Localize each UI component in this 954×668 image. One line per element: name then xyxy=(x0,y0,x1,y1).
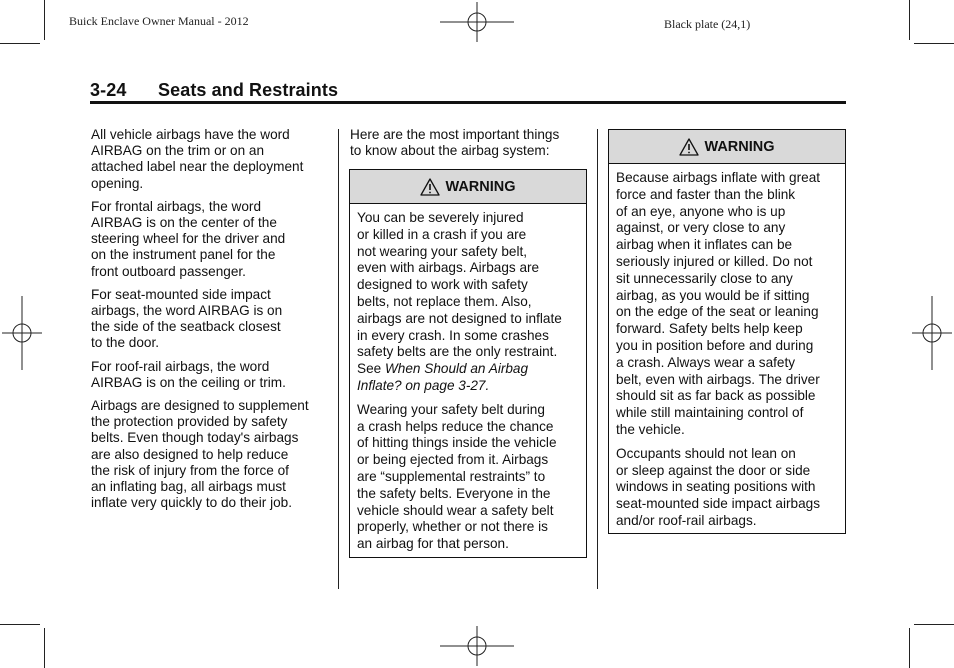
text-line: All vehicle airbags have the word xyxy=(91,127,290,142)
text-line: AIRBAG is on the center of the xyxy=(91,215,277,231)
warning-heading: WARNING xyxy=(445,178,516,195)
heading-rule xyxy=(90,101,846,104)
warning-body xyxy=(350,204,586,553)
text-line: a crash. Always wear a safety xyxy=(616,354,796,370)
text-line: against, or very close to any xyxy=(616,220,786,236)
text-line: are “supplemental restraints” to xyxy=(357,468,546,484)
text-line: For roof-rail airbags, the word xyxy=(91,358,270,374)
column-divider xyxy=(597,129,598,589)
text-line: designed to work with safety xyxy=(357,277,528,293)
see-prefix: See xyxy=(357,361,385,377)
text-line: to the door. xyxy=(91,335,160,351)
column-2 xyxy=(350,127,590,159)
text-line: a crash helps reduce the chance xyxy=(357,418,554,434)
crop-mark xyxy=(0,624,40,625)
text-line: seriously injured or killed. Do not xyxy=(616,253,813,269)
text-line: For frontal airbags, the word xyxy=(91,198,262,214)
paragraph xyxy=(91,127,331,192)
paragraph xyxy=(91,199,331,280)
crop-mark xyxy=(44,628,45,668)
text-line: inflate very quickly to do their job. xyxy=(91,495,292,511)
text-line: windows in seating positions with xyxy=(616,479,816,495)
paragraph xyxy=(616,446,838,530)
text-line: airbags are not designed to inflate xyxy=(357,310,562,326)
text-line: the side of the seatback closest xyxy=(91,319,281,335)
text-line: the risk of injury from the force of xyxy=(91,462,289,478)
warning-body xyxy=(609,164,845,530)
text-line: an inflating bag, all airbags must xyxy=(91,479,286,495)
paragraph xyxy=(357,210,579,395)
text-line: even with airbags. Airbags are xyxy=(357,260,540,276)
manual-title: Buick Enclave Owner Manual - 2012 xyxy=(69,14,249,28)
warning-box xyxy=(608,129,846,534)
page-number: 3-24 xyxy=(90,80,127,100)
plate-label: Black plate (24,1) xyxy=(664,17,751,31)
crop-mark xyxy=(0,43,40,44)
section-title: Seats and Restraints xyxy=(158,80,339,100)
text-line: You can be severely injured xyxy=(357,210,524,225)
text-line: the safety belts. Everyone in the xyxy=(357,485,551,501)
text-line: opening. xyxy=(91,175,144,191)
text-line: seat-mounted side impact airbags xyxy=(616,496,821,512)
column-divider xyxy=(338,129,339,589)
text-line: Airbags are designed to supplement xyxy=(91,398,309,414)
text-line: safety belts are the only restraint. xyxy=(357,344,558,360)
text-line: airbag, as you would be if sitting xyxy=(616,287,810,303)
paragraph xyxy=(91,359,331,391)
text-line: of an eye, anyone who is up xyxy=(616,203,786,219)
text-line: Here are the most important things xyxy=(350,127,560,142)
text-line: or being ejected from it. Airbags xyxy=(357,452,549,468)
text-line: belt, even with airbags. The driver xyxy=(616,371,820,387)
text-line: not wearing your safety belt, xyxy=(357,243,528,259)
text-line: you in position before and during xyxy=(616,337,814,353)
registration-mark-icon xyxy=(912,296,952,370)
registration-mark-icon xyxy=(440,626,514,666)
text-line: Occupants should not lean on xyxy=(616,445,796,461)
text-line: vehicle should wear a safety belt xyxy=(357,502,554,518)
text-line xyxy=(357,378,579,395)
text-line: belts, not replace them. Also, xyxy=(357,293,532,309)
text-line: on the edge of the seat or leaning xyxy=(616,304,819,320)
text-line: Wearing your safety belt during xyxy=(357,401,545,417)
text-line: AIRBAG on the trim or on an xyxy=(91,143,265,159)
text-line: on the instrument panel for the xyxy=(91,247,276,263)
crop-mark xyxy=(909,0,910,40)
text-line: are also designed to help reduce xyxy=(91,446,289,462)
text-line: should sit as far back as possible xyxy=(616,388,816,404)
paragraph xyxy=(91,287,331,352)
crop-mark xyxy=(44,0,45,40)
text-line: or killed in a crash if you are xyxy=(357,226,527,242)
text-line: belts. Even though today's airbags xyxy=(91,430,299,446)
text-line: the protection provided by safety xyxy=(91,414,288,430)
registration-mark-icon xyxy=(2,296,42,370)
cross-reference-link[interactable]: When Should an Airbag xyxy=(384,361,529,377)
warning-triangle-icon xyxy=(679,138,699,156)
text-line xyxy=(357,361,579,378)
text-line: For seat-mounted side impact xyxy=(91,286,271,302)
warning-box xyxy=(349,169,587,558)
text-line: attached label near the deployment xyxy=(91,159,304,175)
crop-mark xyxy=(914,43,954,44)
paragraph xyxy=(616,170,838,439)
section-heading xyxy=(90,80,338,101)
text-line: an airbag for that person. xyxy=(357,536,509,552)
text-line: the vehicle. xyxy=(616,421,685,437)
text-line: while still maintaining control of xyxy=(616,405,804,421)
text-line: Because airbags inflate with great xyxy=(616,170,821,185)
text-line: sit unnecessarily close to any xyxy=(616,270,793,286)
crop-mark xyxy=(914,624,954,625)
text-line: front outboard passenger. xyxy=(91,263,246,279)
warning-heading: WARNING xyxy=(704,138,775,155)
text-line: properly, whether or not there is xyxy=(357,519,548,535)
text-line: airbag when it inflates can be xyxy=(616,237,793,253)
warning-header xyxy=(350,170,586,204)
text-line: of hitting things inside the vehicle xyxy=(357,435,557,451)
text-line: steering wheel for the driver and xyxy=(91,231,286,247)
cross-reference-link[interactable]: Inflate? on page 3-27. xyxy=(357,377,490,393)
paragraph xyxy=(91,398,331,511)
warning-header xyxy=(609,130,845,164)
text-line: AIRBAG is on the ceiling or trim. xyxy=(91,374,286,390)
text-line: force and faster than the blink xyxy=(616,186,796,202)
registration-mark-icon xyxy=(440,2,514,42)
column-1 xyxy=(91,127,331,518)
text-line: in every crash. In some crashes xyxy=(357,327,549,343)
crop-mark xyxy=(909,628,910,668)
text-line: and/or roof-rail airbags. xyxy=(616,512,757,528)
text-line: airbags, the word AIRBAG is on xyxy=(91,303,283,319)
text-line: or sleep against the door or side xyxy=(616,462,811,478)
paragraph xyxy=(357,402,579,553)
text-line: forward. Safety belts help keep xyxy=(616,321,803,337)
warning-triangle-icon xyxy=(420,178,440,196)
text-line: to know about the airbag system: xyxy=(350,143,550,159)
